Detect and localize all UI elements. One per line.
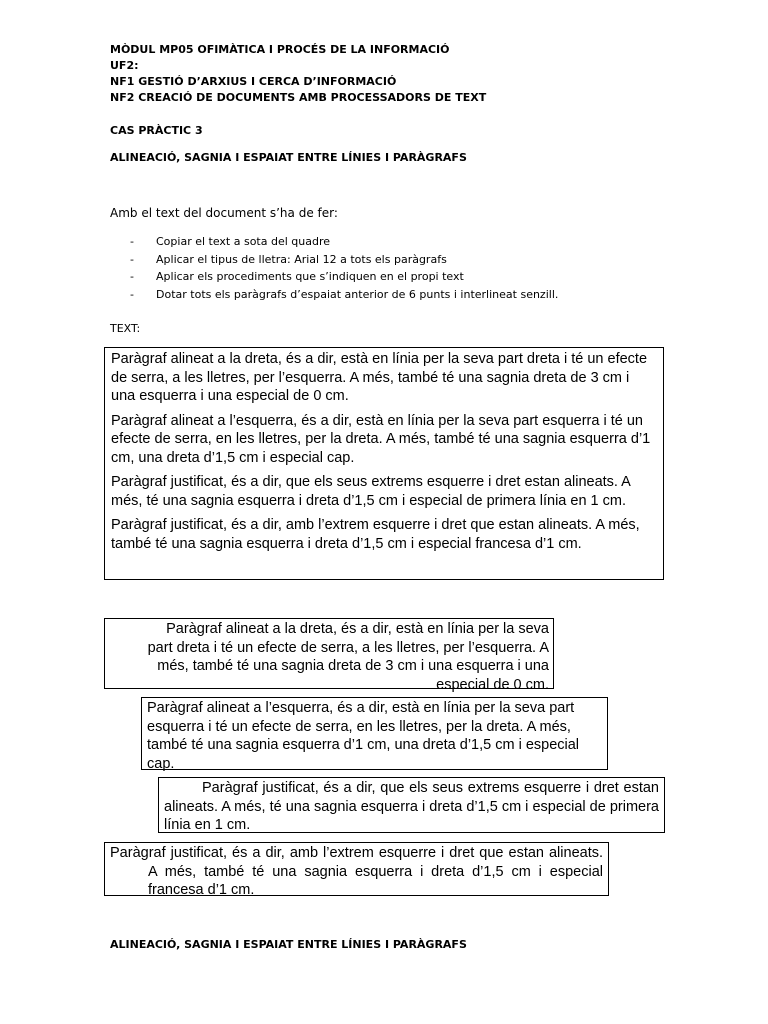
bullet-dash: - <box>130 270 134 283</box>
nf2-label: NF2 CREACIÓ DE DOCUMENTS AMB PROCESSADORS DE TEXT <box>110 91 487 104</box>
module-header <box>110 42 486 106</box>
uf-label: UF2: <box>110 59 139 72</box>
bullet-dash: - <box>130 287 134 301</box>
module-title: MÒDUL MP05 OFIMÀTICA I PROCÉS DE LA INFORMACIÓ <box>110 43 450 56</box>
intro-text: Amb el text del document s’ha de fer: <box>110 206 338 220</box>
case-title: CAS PRÀCTIC 3 <box>110 124 203 137</box>
paragraph-line: més, també té una sagnia dreta de 3 cm i una esquerra i una <box>157 658 549 674</box>
nf1-label: NF1 GESTIÓ D’ARXIUS I CERCA D’INFORMACIÓ <box>110 75 397 88</box>
right-aligned-paragraph <box>104 618 554 693</box>
paragraph-line: Paràgraf alineat a la dreta, és a dir, està en línia per la seva <box>166 621 549 637</box>
source-paragraph: Paràgraf justificat, és a dir, amb l’extrem esquerre i dret que estan alineats. A més, també té una sagnia esquerra i dreta d’1,5 cm i especial francesa d’1 cm. <box>111 517 640 552</box>
source-paragraph: Paràgraf alineat a la dreta, és a dir, està en línia per la seva part dreta i té un efecte de serra, a les lletres, per l’esquerra. A més, també té una sagnia dreta de 3 cm i una esquerra i una especial de 0 cm. <box>111 351 648 404</box>
section-title: ALINEACIÓ, SAGNIA I ESPAIAT ENTRE LÍNIES I PARÀGRAFS <box>110 151 467 164</box>
paragraph-line: especial de 0 cm. <box>436 676 549 693</box>
left-aligned-paragraph: Paràgraf alineat a l’esquerra, és a dir, està en línia per la seva part esquerra i té un efecte de serra, en les lletres, per la dreta. A més, també té una sagnia esquerra d’1 cm, una dreta d’1,5 cm i especial cap. <box>141 697 608 770</box>
instruction-list <box>130 233 558 303</box>
source-paragraph: Paràgraf justificat, és a dir, que els seus extrems esquerre i dret estan alineats. A més, té una sagnia esquerra i dreta d’1,5 cm i especial de primera línia en 1 cm. <box>111 474 631 509</box>
footer-section-title: ALINEACIÓ, SAGNIA I ESPAIAT ENTRE LÍNIES I PARÀGRAFS <box>110 938 467 951</box>
justified-first-line-paragraph: Paràgraf justificat, és a dir, que els seus extrems esquerre i dret estan alineats. A més, té una sagnia esquerra i dreta d’1,5 cm i especial de primera línia en 1 cm. <box>158 777 665 833</box>
list-item <box>130 251 558 269</box>
source-text-box <box>104 347 664 580</box>
text-label: TEXT: <box>110 322 141 335</box>
justified-hanging-paragraph: Paràgraf justificat, és a dir, amb l’extrem esquerre i dret que estan alineats. A més, també té una sagnia esquerra i dreta d’1,5 cm i especial francesa d’1 cm. <box>104 842 609 896</box>
list-item <box>130 286 558 304</box>
list-item-text: Aplicar el tipus de lletra: Arial 12 a tots els paràgrafs <box>156 252 447 266</box>
paragraph-line: part dreta i té un efecte de serra, a les lletres, per l’esquerra. A <box>147 639 549 656</box>
list-item-text: Copiar el text a sota del quadre <box>156 235 331 248</box>
bullet-dash: - <box>130 235 134 248</box>
list-item <box>130 233 558 251</box>
list-item <box>130 268 558 286</box>
list-item-text: Dotar tots els paràgrafs d’espaiat anterior de 6 punts i interlineat senzill. <box>156 287 559 301</box>
source-paragraph: Paràgraf alineat a l’esquerra, és a dir, està en línia per la seva part esquerra i té un efecte de serra, en les lletres, per la dreta. A més, també té una sagnia esquerra d’1 cm, una dreta d’1,5 cm i especial cap. <box>111 412 651 466</box>
bullet-dash: - <box>130 252 134 266</box>
list-item-text: Aplicar els procediments que s’indiquen en el propi text <box>156 270 464 283</box>
